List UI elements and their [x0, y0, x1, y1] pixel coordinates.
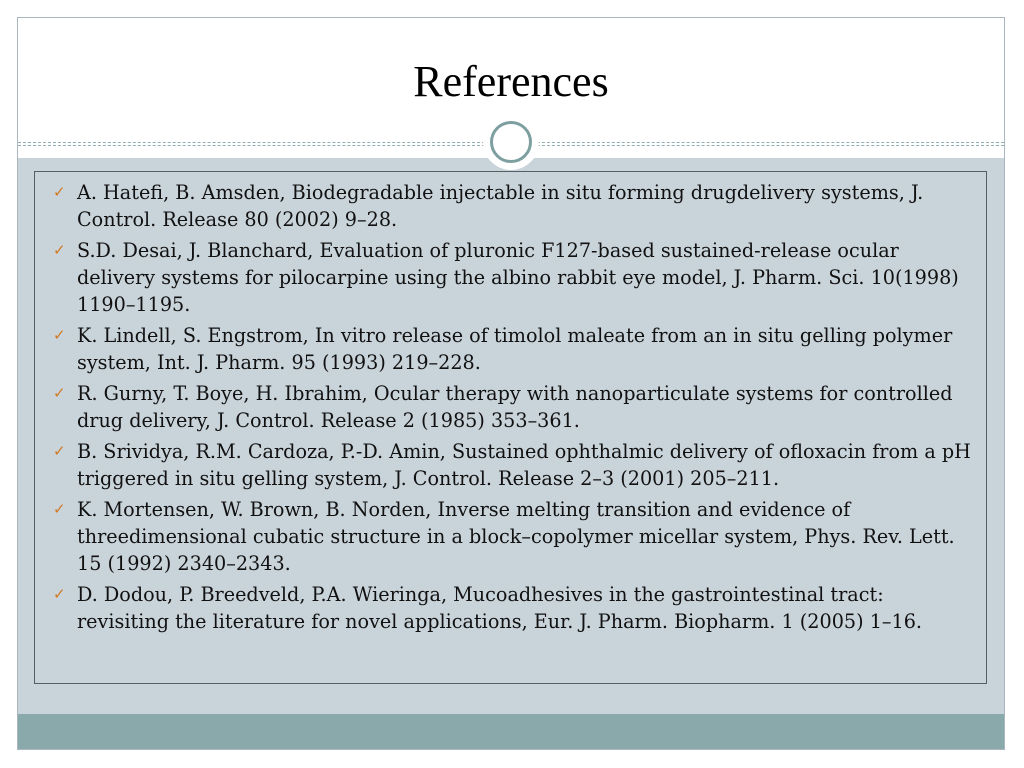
slide: [17, 17, 1005, 750]
references-box: [34, 171, 987, 684]
reference-text: D. Dodou, P. Breedveld, P.A. Wieringa, Mucoadhesives in the gastrointestinal tract: revisiting the literature for novel applications, Eur. J. Pharm. Biopharm. 1 (2005) 1–16.: [77, 583, 923, 633]
reference-item: [53, 380, 972, 434]
reference-item: [53, 438, 972, 492]
reference-text: R. Gurny, T. Boye, H. Ibrahim, Ocular therapy with nanoparticulate systems for controlled drug delivery, J. Control. Release 2 (1985) 353–361.: [77, 382, 953, 432]
reference-item: [53, 237, 972, 318]
footer-band: [18, 714, 1004, 749]
checkmark-icon: ✓: [53, 585, 66, 603]
reference-text: B. Srividya, R.M. Cardoza, P.-D. Amin, Sustained ophthalmic delivery of ofloxacin from a pH triggered in situ gelling system, J. Control. Release 2–3 (2001) 205–211.: [77, 440, 971, 490]
checkmark-icon: ✓: [53, 326, 66, 344]
reference-item: [53, 322, 972, 376]
checkmark-icon: ✓: [53, 241, 66, 259]
ring-icon: [490, 121, 532, 163]
reference-text: K. Lindell, S. Engstrom, In vitro release of timolol maleate from an in situ gelling polymer system, Int. J. Pharm. 95 (1993) 219–228.: [77, 324, 953, 374]
reference-list: [53, 179, 972, 635]
reference-text: S.D. Desai, J. Blanchard, Evaluation of pluronic F127-based sustained-release ocular delivery systems for pilocarpine using the albino rabbit eye model, J. Pharm. Sci. 10(1998) 1190–1195.: [77, 239, 959, 316]
reference-item: [53, 496, 972, 577]
reference-text: A. Hatefi, B. Amsden, Biodegradable injectable in situ forming drugdelivery systems, J. Control. Release 80 (2002) 9–28.: [77, 181, 924, 231]
reference-item: [53, 581, 972, 635]
reference-text: K. Mortensen, W. Brown, B. Norden, Inverse melting transition and evidence of threedimensional cubatic structure in a block–copolymer micellar system, Phys. Rev. Lett. 15 (1992) 2340–2343.: [77, 498, 955, 575]
checkmark-icon: ✓: [53, 442, 66, 460]
reference-item: [53, 179, 972, 233]
slide-title: References: [413, 57, 609, 106]
checkmark-icon: ✓: [53, 500, 66, 518]
checkmark-icon: ✓: [53, 183, 66, 201]
checkmark-icon: ✓: [53, 384, 66, 402]
